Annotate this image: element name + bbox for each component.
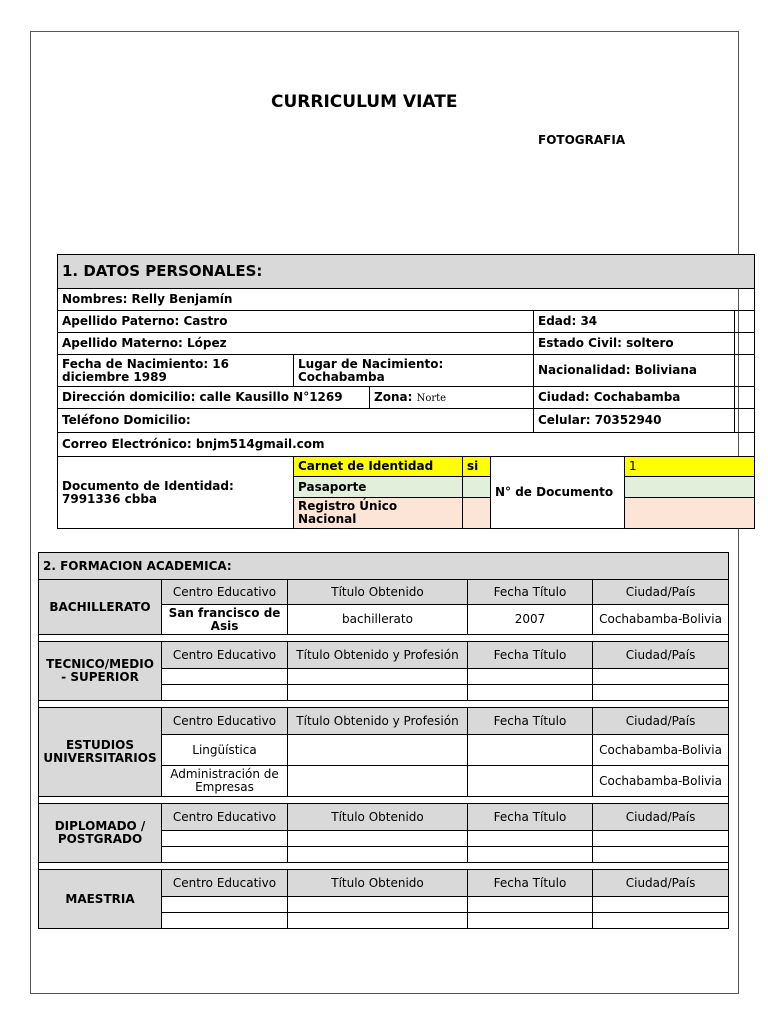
col-header: Centro Educativo bbox=[162, 580, 288, 605]
table-cell bbox=[593, 847, 729, 863]
table-cell bbox=[162, 847, 288, 863]
doc-type-run-mark bbox=[463, 498, 491, 529]
col-header: Fecha Título bbox=[468, 804, 593, 831]
table-cell bbox=[288, 847, 468, 863]
col-header: Ciudad/País bbox=[593, 804, 729, 831]
col-header: Fecha Título bbox=[468, 580, 593, 605]
col-header: Título Obtenido y Profesión bbox=[288, 642, 468, 669]
section-spacer bbox=[39, 797, 729, 804]
doc-number-pasaporte bbox=[625, 477, 755, 498]
personal-section-title: 1. DATOS PERSONALES: bbox=[58, 255, 755, 289]
empty-cell bbox=[735, 387, 755, 409]
table-cell: bachillerato bbox=[288, 605, 468, 635]
empty-cell bbox=[735, 311, 755, 333]
table-cell: Cochabamba-Bolivia bbox=[593, 766, 729, 797]
table-cell bbox=[288, 831, 468, 847]
zona-field bbox=[370, 387, 534, 409]
table-cell bbox=[162, 913, 288, 929]
universitarios-label: ESTUDIOS UNIVERSITARIOS bbox=[39, 708, 162, 797]
fecha-nacimiento-field: Fecha de Nacimiento: 16 diciembre 1989 bbox=[58, 355, 294, 387]
correo-field: Correo Electrónico: bnjm514gmail.com bbox=[58, 433, 755, 457]
col-header: Título Obtenido bbox=[288, 870, 468, 897]
zona-label: Zona: bbox=[374, 389, 417, 404]
tecnico-label: TECNICO/MEDIO - SUPERIOR bbox=[39, 642, 162, 701]
col-header: Ciudad/País bbox=[593, 642, 729, 669]
table-cell bbox=[593, 685, 729, 701]
academic-table bbox=[38, 552, 729, 929]
ciudad-field: Ciudad: Cochabamba bbox=[534, 387, 735, 409]
col-header: Centro Educativo bbox=[162, 708, 288, 735]
table-cell bbox=[288, 913, 468, 929]
section-spacer bbox=[39, 701, 729, 708]
table-cell bbox=[468, 735, 593, 766]
col-header: Fecha Título bbox=[468, 708, 593, 735]
diplomado-label: DIPLOMADO / POSTGRADO bbox=[39, 804, 162, 863]
apellido-paterno-field: Apellido Paterno: Castro bbox=[58, 311, 534, 333]
doc-type-run: Registro Único Nacional bbox=[294, 498, 463, 529]
zona-value: Norte bbox=[416, 392, 447, 404]
edad-field: Edad: 34 bbox=[534, 311, 735, 333]
col-header: Centro Educativo bbox=[162, 804, 288, 831]
table-cell bbox=[468, 766, 593, 797]
doc-type-pasaporte-mark bbox=[463, 477, 491, 498]
table-cell: Lingüística bbox=[162, 735, 288, 766]
table-cell bbox=[468, 669, 593, 685]
table-cell bbox=[593, 913, 729, 929]
section-spacer bbox=[39, 635, 729, 642]
doc-type-ci-mark: si bbox=[463, 457, 491, 477]
table-cell: Cochabamba-Bolivia bbox=[593, 735, 729, 766]
num-documento-label: N° de Documento bbox=[491, 457, 625, 529]
celular-field: Celular: 70352940 bbox=[534, 409, 735, 433]
table-cell bbox=[162, 669, 288, 685]
table-cell bbox=[593, 669, 729, 685]
table-cell bbox=[593, 831, 729, 847]
table-cell bbox=[288, 669, 468, 685]
table-cell bbox=[288, 735, 468, 766]
direccion-field: Dirección domicilio: calle Kausillo N°1269 bbox=[58, 387, 370, 409]
col-header: Ciudad/País bbox=[593, 870, 729, 897]
col-header: Centro Educativo bbox=[162, 870, 288, 897]
col-header: Ciudad/País bbox=[593, 708, 729, 735]
col-header: Fecha Título bbox=[468, 870, 593, 897]
doc-type-ci: Carnet de Identidad bbox=[294, 457, 463, 477]
table-cell bbox=[288, 897, 468, 913]
empty-cell bbox=[735, 333, 755, 355]
col-header: Título Obtenido bbox=[288, 580, 468, 605]
doc-number-ci: 1 bbox=[625, 457, 755, 477]
table-cell bbox=[162, 831, 288, 847]
table-cell bbox=[593, 897, 729, 913]
photo-placeholder: FOTOGRAFIA bbox=[538, 133, 626, 147]
nombres-field: Nombres: Relly Benjamín bbox=[58, 289, 755, 311]
table-cell: Cochabamba-Bolivia bbox=[593, 605, 729, 635]
apellido-materno-field: Apellido Materno: López bbox=[58, 333, 534, 355]
documento-field: Documento de Identidad: 7991336 cbba bbox=[58, 457, 294, 529]
table-cell: 2007 bbox=[468, 605, 593, 635]
table-cell: San francisco de Asis bbox=[162, 605, 288, 635]
section-spacer bbox=[39, 863, 729, 870]
table-cell bbox=[288, 766, 468, 797]
doc-type-pasaporte: Pasaporte bbox=[294, 477, 463, 498]
table-cell: Administración de Empresas bbox=[162, 766, 288, 797]
table-cell bbox=[468, 897, 593, 913]
doc-number-run bbox=[625, 498, 755, 529]
col-header: Fecha Título bbox=[468, 642, 593, 669]
col-header: Título Obtenido bbox=[288, 804, 468, 831]
col-header: Ciudad/País bbox=[593, 580, 729, 605]
table-cell bbox=[288, 685, 468, 701]
table-cell bbox=[468, 913, 593, 929]
table-cell bbox=[468, 685, 593, 701]
empty-cell bbox=[735, 409, 755, 433]
document-title: CURRICULUM VIATE bbox=[271, 92, 458, 112]
lugar-nacimiento-field: Lugar de Nacimiento: Cochabamba bbox=[294, 355, 534, 387]
table-cell bbox=[468, 831, 593, 847]
maestria-label: MAESTRIA bbox=[39, 870, 162, 929]
col-header: Centro Educativo bbox=[162, 642, 288, 669]
telefono-field: Teléfono Domicilio: bbox=[58, 409, 534, 433]
academic-section-title: 2. FORMACION ACADEMICA: bbox=[39, 553, 729, 580]
table-cell bbox=[468, 847, 593, 863]
nacionalidad-field: Nacionalidad: Boliviana bbox=[534, 355, 735, 387]
bachillerato-label: BACHILLERATO bbox=[39, 580, 162, 635]
estado-civil-field: Estado Civil: soltero bbox=[534, 333, 735, 355]
personal-data-table bbox=[57, 254, 755, 529]
table-cell bbox=[162, 685, 288, 701]
empty-cell bbox=[735, 355, 755, 387]
col-header: Título Obtenido y Profesión bbox=[288, 708, 468, 735]
table-cell bbox=[162, 897, 288, 913]
